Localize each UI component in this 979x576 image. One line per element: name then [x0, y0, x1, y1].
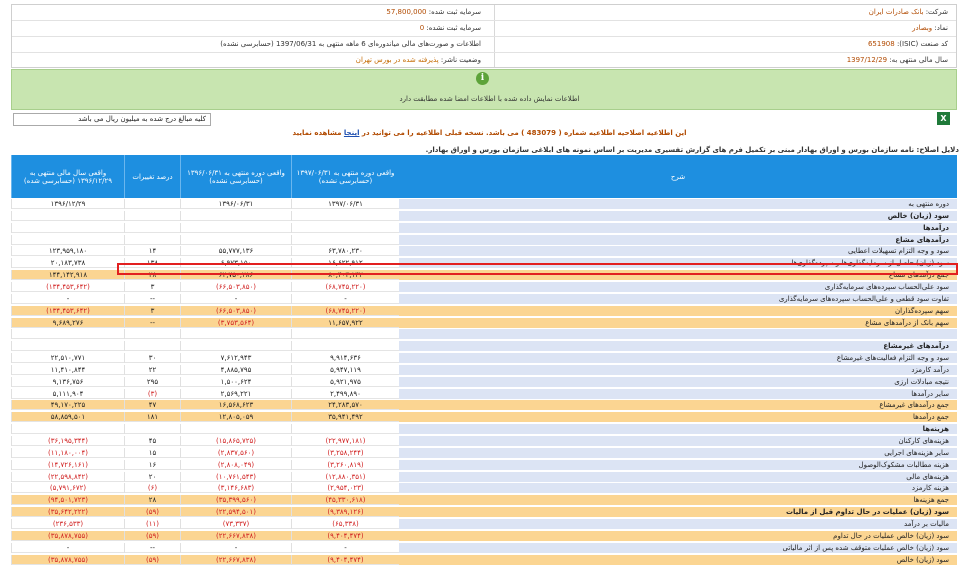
- table-cell-c4: -: [11, 543, 124, 553]
- info-row: [12, 21, 956, 37]
- table-cell-c2: (۷۳,۳۳۷): [180, 519, 291, 529]
- publisher-status-label: وضعیت ناشر:: [440, 56, 481, 64]
- table-cell-c2: (۲۲,۵۹۴,۵۰۱): [180, 507, 291, 517]
- table-cell-c4: ۱۱,۴۱۰,۸۴۴: [11, 365, 124, 375]
- table-cell-c4: [11, 424, 124, 434]
- company-value: بانک صادرات ایران: [868, 8, 924, 16]
- table-cell-c3: [124, 211, 180, 221]
- row-description: درآمد کارمزد: [399, 365, 957, 375]
- table-cell-c1: [291, 329, 399, 339]
- table-cell-c1: (۴۵,۳۳۰,۶۱۸): [291, 495, 399, 505]
- table-cell-c4: (۲۳۶,۵۳۳): [11, 519, 124, 529]
- table-cell-c2: [180, 329, 291, 339]
- table-row: [11, 211, 957, 221]
- table-cell-c3: (۶): [124, 483, 180, 493]
- previous-version-link[interactable]: اینجا: [343, 129, 360, 137]
- table-cell-c2: ۱۶,۵۶۸,۶۲۳: [180, 400, 291, 410]
- table-cell-c2: ۶,۹۷۳,۱۵۰: [180, 258, 291, 268]
- table-cell-c3: --: [124, 543, 180, 553]
- row-description: [399, 329, 957, 339]
- table-cell-c1: (۹,۴۰۴,۴۷۴): [291, 555, 399, 565]
- table-cell-c2: (۱۰,۷۶۱,۵۴۳): [180, 472, 291, 482]
- table-cell-c2: [180, 341, 291, 351]
- unregistered-capital-value: 0: [419, 24, 425, 32]
- table-cell-c4: [11, 223, 124, 233]
- table-cell-c1: ۱۱,۶۵۷,۹۲۲: [291, 318, 399, 328]
- column-header-period-1396: واقعی دوره منتهی به ۱۳۹۶/۰۶/۳۱ (حسابرسی نشده): [180, 155, 291, 198]
- table-cell-c2: (۲۲,۶۶۷,۸۳۸): [180, 531, 291, 541]
- table-cell-c2: (۶۶,۵۰۳,۸۵۰): [180, 282, 291, 292]
- table-cell-c1: (۱۲,۸۸۰,۳۵۱): [291, 472, 399, 482]
- table-row: [11, 436, 957, 446]
- table-row: [11, 389, 957, 399]
- table-row: [11, 235, 957, 245]
- info-icon: i: [476, 72, 489, 85]
- table-cell-c1: [291, 341, 399, 351]
- row-description: سهم سپرده‌گذاران: [399, 306, 957, 316]
- fiscal-year-value: 1397/12/29: [846, 56, 888, 64]
- table-cell-c1: ۲,۴۹۹,۸۹۰: [291, 389, 399, 399]
- table-cell-c1: (۳,۲۶۰,۸۱۹): [291, 460, 399, 470]
- table-cell-c3: ۴۷: [124, 400, 180, 410]
- publisher-status-value: پذیرفته شده در بورس تهران: [355, 56, 439, 64]
- table-cell-c3: ۳۰: [124, 353, 180, 363]
- table-row: [11, 365, 957, 375]
- table-cell-c3: ۴۵: [124, 436, 180, 446]
- table-row: [11, 460, 957, 470]
- table-cell-c4: ۲۲,۵۱۰,۷۷۱: [11, 353, 124, 363]
- table-row: [11, 246, 957, 256]
- row-description: هزینه‌ها: [399, 424, 957, 434]
- table-row: [11, 472, 957, 482]
- table-cell-c4: (۹۴,۵۰۱,۷۲۳): [11, 495, 124, 505]
- table-row: [11, 495, 957, 505]
- table-row: [11, 483, 957, 493]
- table-cell-c4: ۱۲۳,۹۵۹,۱۸۰: [11, 246, 124, 256]
- table-cell-c4: (۱۳۴,۴۵۳,۶۴۲): [11, 306, 124, 316]
- info-row: [12, 53, 956, 69]
- fiscal-year-label: سال مالی منتهی به:: [889, 56, 948, 64]
- table-cell-c4: ۵۸,۸۵۹,۵۰۱: [11, 412, 124, 422]
- table-cell-c2: -: [180, 294, 291, 304]
- table-cell-c1: -: [291, 294, 399, 304]
- table-cell-c2: (۳,۱۴۶,۶۸۳): [180, 483, 291, 493]
- info-row: [12, 5, 956, 21]
- row-description: نتیجه مبادلات ارزی: [399, 377, 957, 387]
- table-cell-c1: (۹,۴۰۴,۴۷۴): [291, 531, 399, 541]
- table-row: [11, 282, 957, 292]
- row-description: مالیات بر درآمد: [399, 519, 957, 529]
- row-description: سود (زیان) خالص عملیات در حال تداوم: [399, 531, 957, 541]
- column-header-fy1396: واقعی سال مالی منتهی به ۱۳۹۶/۱۲/۲۹ (حسابرسی شده): [11, 155, 124, 198]
- table-cell-c3: --: [124, 294, 180, 304]
- table-row: [11, 306, 957, 316]
- table-cell-c2: -: [180, 543, 291, 553]
- row-description: تفاوت سود قطعی و علی‌الحساب سپرده‌های سرمایه‌گذاری: [399, 294, 957, 304]
- table-cell-c3: ۲۸: [124, 495, 180, 505]
- column-header-change-percent: درصد تغییرات: [124, 155, 180, 198]
- table-row: [11, 341, 957, 351]
- symbol-value: وبصادر: [912, 24, 933, 32]
- table-cell-c1: ۵,۹۴۷,۱۱۹: [291, 365, 399, 375]
- table-cell-c3: (۳): [124, 389, 180, 399]
- table-cell-c2: ۴,۸۸۵,۷۹۵: [180, 365, 291, 375]
- table-cell-c4: [11, 235, 124, 245]
- table-cell-c4: (۱۴,۷۲۶,۱۶۱): [11, 460, 124, 470]
- table-cell-c4: (۳۵,۸۷۸,۷۵۵): [11, 531, 124, 541]
- table-cell-c4: ۱۴۴,۱۴۲,۹۱۸: [11, 270, 124, 280]
- registered-capital-label: سرمایه ثبت شده:: [428, 8, 481, 16]
- verification-notice-text: اطلاعات نمایش داده شده با اطلاعات امضا شده مطابقت دارد: [399, 95, 580, 103]
- table-cell-c4: -: [11, 294, 124, 304]
- table-cell-c2: (۲۲,۶۶۷,۸۳۸): [180, 555, 291, 565]
- row-description: سود و وجه التزام فعالیت‌های غیرمشاع: [399, 353, 957, 363]
- table-row: [11, 531, 957, 541]
- table-cell-c4: (۳۵,۶۴۲,۲۲۲): [11, 507, 124, 517]
- table-row: [11, 294, 957, 304]
- table-row: [11, 199, 957, 209]
- table-cell-c1: (۹,۳۸۹,۱۲۶): [291, 507, 399, 517]
- row-description: هزینه مطالبات مشکوک‌الوصول: [399, 460, 957, 470]
- table-row: [11, 400, 957, 410]
- table-cell-c3: ۱۸۱: [124, 412, 180, 422]
- table-cell-c1: ۱۶,۶۲۲,۹۱۲: [291, 258, 399, 268]
- table-row: [11, 424, 957, 434]
- table-cell-c1: [291, 235, 399, 245]
- table-cell-c3: [124, 223, 180, 233]
- isic-label: کد صنعت (ISIC):: [896, 40, 948, 48]
- table-cell-c3: [124, 341, 180, 351]
- table-row: [11, 223, 957, 233]
- table-cell-c4: (۵,۷۹۱,۶۷۲): [11, 483, 124, 493]
- correction-note-text: این اطلاعیه اصلاحیه اطلاعیه شماره ( 483079 ) می باشد. نسخه قبلی اطلاعیه را می توانید در: [361, 129, 687, 137]
- table-row: [11, 448, 957, 458]
- table-cell-c4: (۳۵,۸۷۸,۷۵۵): [11, 555, 124, 565]
- highlight-box: [117, 263, 958, 275]
- table-cell-c1: [291, 424, 399, 434]
- report-title: اطلاعات و صورت‌های مالی میاندوره‌ای 6 ماهه منتهی به 1397/06/31 (حسابرسی نشده): [220, 40, 481, 48]
- company-label: شرکت:: [925, 8, 948, 16]
- table-cell-c3: ۲۲: [124, 365, 180, 375]
- table-cell-c2: ۷,۶۱۲,۹۴۳: [180, 353, 291, 363]
- row-description: سود علی‌الحساب سپرده‌های سرمایه‌گذاری: [399, 282, 957, 292]
- row-description: سایر هزینه‌های اجرایی: [399, 448, 957, 458]
- row-description: سود (زیان) خالص: [399, 555, 957, 565]
- table-cell-c1: ۹,۹۱۴,۶۳۶: [291, 353, 399, 363]
- table-cell-c1: ۲۴,۲۸۳,۵۷۰: [291, 400, 399, 410]
- table-cell-c3: [124, 199, 180, 209]
- table-header: [11, 155, 957, 198]
- table-cell-c3: ۱۵: [124, 448, 180, 458]
- row-description: سایر درآمدها: [399, 389, 957, 399]
- row-description: درآمدها: [399, 223, 957, 233]
- table-cell-c1: [291, 223, 399, 233]
- row-description: جمع درآمدهای مشاع: [399, 270, 957, 280]
- row-description: سود (زیان) حاصل از سرمایه‌گذاری‌ها و سپرده‌گذاری‌ها: [399, 258, 957, 268]
- row-description: هزینه‌های مالی: [399, 472, 957, 482]
- table-cell-c4: ۱۳۹۶/۱۲/۲۹: [11, 199, 124, 209]
- table-cell-c1: ۶۳,۷۸۰,۲۳۰: [291, 246, 399, 256]
- table-row: [11, 377, 957, 387]
- correction-note-suffix: مشاهده نمایید: [292, 129, 342, 137]
- table-cell-c4: ۵,۱۱۱,۹۰۴: [11, 389, 124, 399]
- row-description: سود (زیان) عملیات در حال تداوم قبل از مالیات: [399, 507, 957, 517]
- table-cell-c3: [124, 424, 180, 434]
- row-description: درآمدهای مشاع: [399, 235, 957, 245]
- table-cell-c2: (۳۵,۳۹۹,۵۶۰): [180, 495, 291, 505]
- table-cell-c3: [124, 235, 180, 245]
- table-cell-c1: (۶۸,۷۴۵,۲۲۰): [291, 306, 399, 316]
- row-description: جمع هزینه‌ها: [399, 495, 957, 505]
- excel-export-icon[interactable]: X: [937, 112, 950, 125]
- column-header-period-1397: واقعی دوره منتهی به ۱۳۹۷/۰۶/۳۱ (حسابرسی نشده): [291, 155, 399, 198]
- table-cell-c4: ۲۰,۱۸۳,۷۳۸: [11, 258, 124, 268]
- table-cell-c3: ۱۳۸: [124, 258, 180, 268]
- table-cell-c1: ۵,۹۲۱,۹۷۵: [291, 377, 399, 387]
- table-cell-c3: ۱۴: [124, 246, 180, 256]
- table-cell-c1: (۶۸,۷۴۵,۲۲۰): [291, 282, 399, 292]
- correction-reason: دلایل اصلاح: نامه سازمان بورس و اوراق بهادار مبنی بر تکمیل فرم های گزارش تفسیری مدیریت بر اساس نمونه های ابلاغی سازمان بورس و اوراق بهادار.: [425, 146, 959, 154]
- registered-capital-value: 57,800,000: [386, 8, 427, 16]
- row-description: سود و وجه التزام تسهیلات اعطایی: [399, 246, 957, 256]
- table-cell-c2: ۱,۵۰۰,۶۲۴: [180, 377, 291, 387]
- table-cell-c3: ۳: [124, 306, 180, 316]
- row-description: هزینه کارمزد: [399, 483, 957, 493]
- table-cell-c1: ۱۳۹۷/۰۶/۳۱: [291, 199, 399, 209]
- table-cell-c1: (۲,۹۵۴,۰۲۳): [291, 483, 399, 493]
- row-description: سهم بانک از درآمدهای مشاع: [399, 318, 957, 328]
- table-cell-c4: [11, 341, 124, 351]
- amount-unit-select[interactable]: کلیه مبالغ درج شده به میلیون ریال می باشد: [13, 113, 211, 126]
- column-header-description: شرح: [670, 172, 686, 181]
- row-description: سود (زیان) خالص عملیات متوقف شده پس از اثر مالیاتی: [399, 543, 957, 553]
- table-cell-c4: ۴۹,۱۷۰,۲۲۵: [11, 400, 124, 410]
- table-cell-c1: (۲۲,۹۷۷,۱۸۱): [291, 436, 399, 446]
- table-cell-c3: (۱۱): [124, 519, 180, 529]
- table-cell-c3: ۲۸: [124, 270, 180, 280]
- table-cell-c4: (۳۶,۱۹۵,۳۴۴): [11, 436, 124, 446]
- table-cell-c2: (۲,۸۳۷,۵۶۰): [180, 448, 291, 458]
- table-cell-c2: [180, 235, 291, 245]
- table-cell-c4: (۱۱,۱۸۰,۰۰۴): [11, 448, 124, 458]
- table-cell-c3: (۵۹): [124, 555, 180, 565]
- table-cell-c1: [291, 211, 399, 221]
- table-cell-c1: (۳,۲۵۸,۲۴۴): [291, 448, 399, 458]
- row-description: جمع درآمدهای غیرمشاع: [399, 400, 957, 410]
- table-cell-c4: [11, 211, 124, 221]
- table-row: [11, 555, 957, 565]
- table-cell-c4: ۹,۶۸۹,۲۷۶: [11, 318, 124, 328]
- table-cell-c2: [180, 424, 291, 434]
- table-row: [11, 412, 957, 422]
- table-cell-c2: (۶۶,۵۰۳,۸۵۰): [180, 306, 291, 316]
- correction-note: [0, 129, 979, 137]
- table-cell-c4: (۲۲,۵۹۸,۸۴۲): [11, 472, 124, 482]
- table-cell-c2: ۶۲,۷۵۰,۲۸۶: [180, 270, 291, 280]
- table-cell-c2: (۱۵,۸۶۵,۷۲۵): [180, 436, 291, 446]
- table-cell-c4: ۹,۱۳۶,۷۵۶: [11, 377, 124, 387]
- row-description: دوره منتهی به: [399, 199, 957, 209]
- row-description: جمع درآمدها: [399, 412, 957, 422]
- table-cell-c2: [180, 211, 291, 221]
- table-cell-c3: ۲۰: [124, 472, 180, 482]
- table-cell-c2: ۱۳۹۶/۰۶/۳۱: [180, 199, 291, 209]
- symbol-label: نماد:: [934, 24, 948, 32]
- table-cell-c1: -: [291, 543, 399, 553]
- row-description: درآمدهای غیرمشاع: [399, 341, 957, 351]
- table-cell-c3: ۳: [124, 282, 180, 292]
- table-row: [11, 318, 957, 328]
- table-cell-c2: ۲,۵۶۹,۲۲۱: [180, 389, 291, 399]
- table-row: [11, 543, 957, 553]
- table-cell-c2: [180, 223, 291, 233]
- unregistered-capital-label: سرمایه ثبت نشده:: [426, 24, 481, 32]
- table-cell-c3: ۱۶: [124, 460, 180, 470]
- table-cell-c2: ۱۲,۸۰۵,۰۵۹: [180, 412, 291, 422]
- company-info-table: [11, 4, 957, 68]
- table-cell-c4: (۱۳۴,۴۵۳,۶۴۲): [11, 282, 124, 292]
- table-row: [11, 507, 957, 517]
- table-cell-c3: (۵۹): [124, 507, 180, 517]
- table-row: [11, 519, 957, 529]
- row-description: سود (زیان) خالص: [399, 211, 957, 221]
- isic-value: 651908: [867, 40, 895, 48]
- row-description: هزینه‌های کارکنان: [399, 436, 957, 446]
- info-row: [12, 37, 956, 53]
- table-cell-c3: (۵۹): [124, 531, 180, 541]
- table-cell-c2: (۲,۸۰۸,۰۴۹): [180, 460, 291, 470]
- table-cell-c1: ۳۵,۹۴۱,۴۹۲: [291, 412, 399, 422]
- table-cell-c4: [11, 329, 124, 339]
- table-cell-c3: ۲۹۵: [124, 377, 180, 387]
- table-row: [11, 329, 957, 339]
- table-cell-c2: ۵۵,۷۷۷,۱۳۶: [180, 246, 291, 256]
- table-cell-c1: ۸۰,۴۰۳,۱۴۲: [291, 270, 399, 280]
- table-cell-c3: [124, 329, 180, 339]
- table-cell-c3: --: [124, 318, 180, 328]
- table-cell-c2: (۳,۷۵۳,۵۶۴): [180, 318, 291, 328]
- table-cell-c1: (۶۵,۳۳۸): [291, 519, 399, 529]
- table-row: [11, 353, 957, 363]
